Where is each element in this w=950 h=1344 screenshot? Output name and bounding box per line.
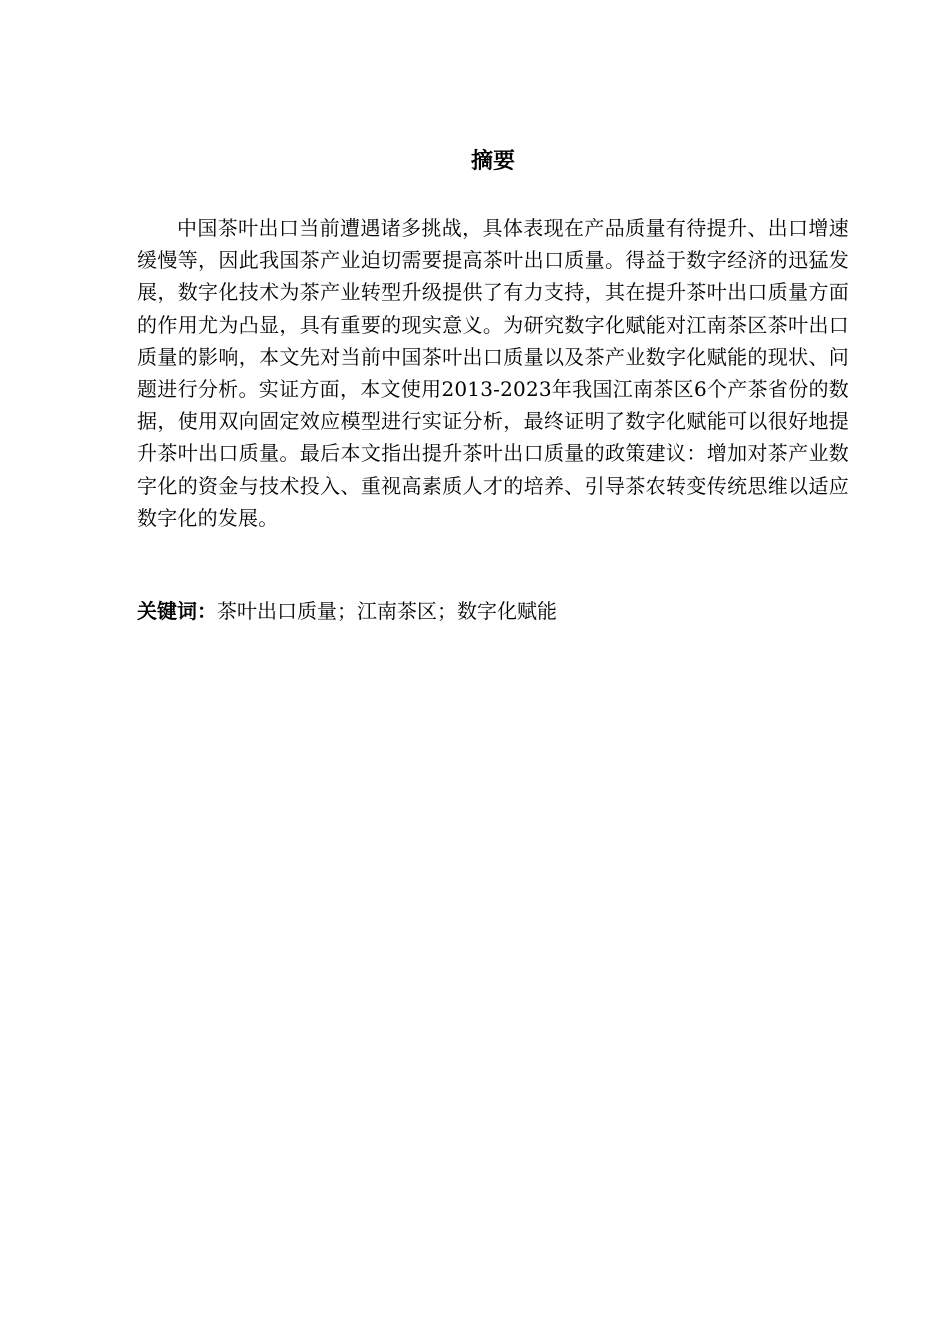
page-title: 摘要: [470, 149, 515, 174]
keywords-line: [137, 596, 849, 626]
keywords-label: 关键词：: [137, 599, 217, 623]
keywords-value: 茶叶出口质量；江南茶区；数字化赋能: [217, 599, 557, 623]
abstract-body: 中国茶叶出口当前遭遇诸多挑战，具体表现在产品质量有待提升、出口增速缓慢等，因此我国茶产业迫切需要提高茶叶出口质量。得益于数字经济的迅猛发展，数字化技术为茶产业转型升级提供了有力支持，其在提升茶叶出口质量方面的作用尤为凸显，具有重要的现实意义。为研究数字化赋能对江南茶区茶叶出口质量的影响，本文先对当前中国茶叶出口质量以及茶产业数字化赋能的现状、问题进行分析。实证方面，本文使用2013-2023年我国江南茶区6个产茶省份的数据，使用双向固定效应模型进行实证分析，最终证明了数字化赋能可以很好地提升茶叶出口质量。最后本文指出提升茶叶出口质量的政策建议：增加对茶产业数字化的资金与技术投入、重视高素质人才的培养、引导茶农转变传统思维以适应数字化的发展。: [137, 216, 849, 530]
